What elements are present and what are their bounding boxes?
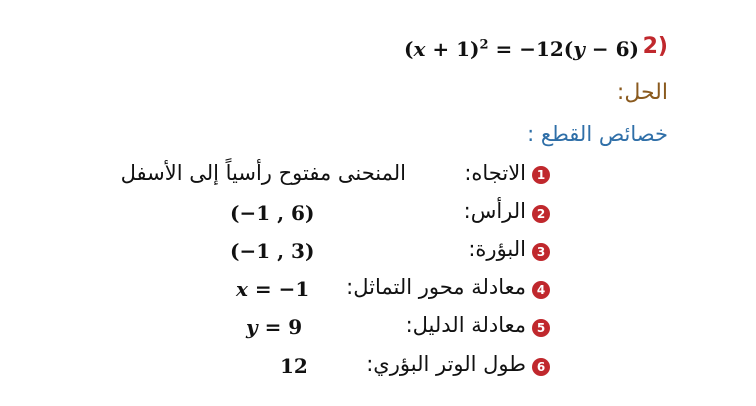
property-axis-value (236, 277, 309, 301)
property-directrix-label: معادلة الدليل: (405, 313, 526, 337)
bullet-4-icon: 4 (532, 281, 550, 299)
property-direction-value: المنحنى مفتوح رأسياً إلى الأسفل (120, 161, 406, 185)
property-axis-label: معادلة محور التماثل: (346, 275, 526, 299)
solution-label: الحل: (616, 80, 668, 105)
equation-lhs-rest: + 1) (425, 37, 480, 61)
equation-open-paren: ( (404, 37, 414, 61)
property-directrix-value (246, 315, 302, 339)
property-latus-label: طول الوتر البؤري: (366, 352, 526, 376)
bullet-5-icon: 5 (532, 319, 550, 337)
property-direction-label: الاتجاه: (464, 161, 526, 185)
property-focus-value: (−1 , 3) (230, 239, 315, 263)
axis-var: x (236, 277, 248, 301)
equation-middle: = −12( (488, 37, 574, 61)
property-latus-value: 12 (280, 354, 308, 378)
property-focus-label: البؤرة: (468, 237, 526, 261)
bullet-6-icon: 6 (532, 358, 550, 376)
equation-var-x: x (413, 37, 426, 61)
equation-exponent: 2 (479, 37, 489, 53)
equation-rhs-rest: − 6) (584, 37, 639, 61)
bullet-1-icon: 1 (532, 166, 550, 184)
property-vertex-value: (−1 , 6) (230, 201, 315, 225)
equation-var-y: y (573, 37, 585, 61)
bullet-2-icon: 2 (532, 205, 550, 223)
problem-number: 2) (642, 34, 668, 59)
properties-title: خصائص القطع : (527, 122, 668, 146)
directrix-rest: = 9 (257, 315, 303, 339)
property-vertex-label: الرأس: (463, 199, 526, 223)
bullet-3-icon: 3 (532, 243, 550, 261)
directrix-var: y (246, 315, 258, 339)
axis-rest: = −1 (247, 277, 310, 301)
problem-equation (404, 37, 639, 61)
